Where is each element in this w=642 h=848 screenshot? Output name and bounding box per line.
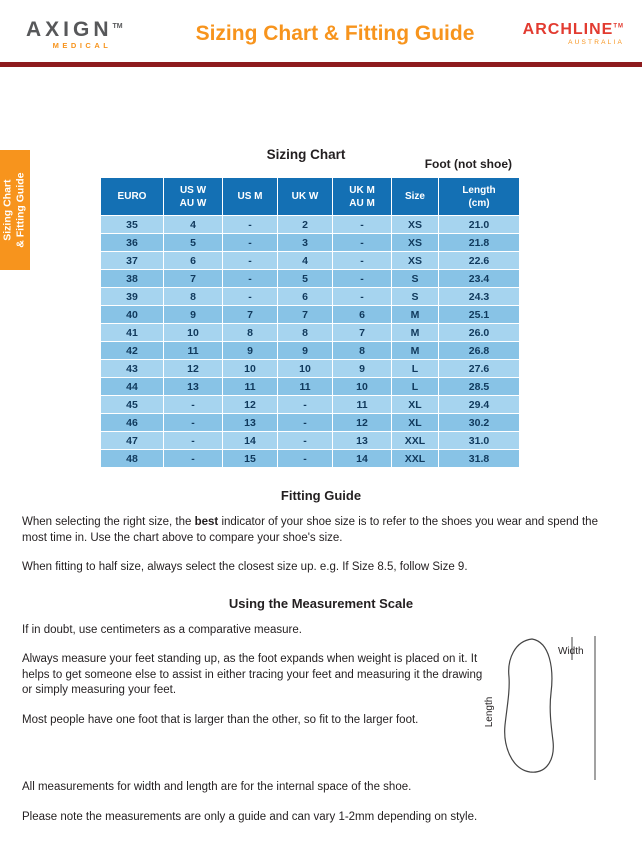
table-cell: 9 xyxy=(278,342,333,360)
table-row xyxy=(101,378,520,396)
table-cell: 9 xyxy=(164,306,223,324)
table-cell: 26.0 xyxy=(439,324,520,342)
table-cell: 14 xyxy=(333,450,392,468)
table-cell: - xyxy=(223,216,278,234)
side-tab-line1: Sizing Chart xyxy=(1,179,14,241)
table-cell: 5 xyxy=(164,234,223,252)
table-cell: 27.6 xyxy=(439,360,520,378)
table-cell: - xyxy=(164,414,223,432)
foot-outline xyxy=(505,639,554,772)
header-cell: Size xyxy=(392,178,439,216)
table-cell: 12 xyxy=(164,360,223,378)
table-cell: 35 xyxy=(101,216,164,234)
table-row xyxy=(101,450,520,468)
table-cell: 6 xyxy=(278,288,333,306)
table-row xyxy=(101,270,520,288)
table-cell: S xyxy=(392,270,439,288)
axign-logo xyxy=(26,19,178,50)
table-cell: - xyxy=(164,450,223,468)
table-cell: 42 xyxy=(101,342,164,360)
table-cell: 10 xyxy=(223,360,278,378)
fitting-guide-section xyxy=(22,488,620,576)
paragraph-text: indicator of your shoe size is to refer to the shoes you wear and spend the most time in. Use the chart above to compare your shoe's size. xyxy=(22,516,598,544)
archline-logo xyxy=(492,22,624,46)
table-cell: 11 xyxy=(278,378,333,396)
sizing-chart-table xyxy=(100,177,520,468)
table-cell: 9 xyxy=(333,360,392,378)
header-cell: Length (cm) xyxy=(439,178,520,216)
table-cell: - xyxy=(278,396,333,414)
table-body xyxy=(101,216,520,468)
table-cell: 8 xyxy=(164,288,223,306)
table-cell: M xyxy=(392,342,439,360)
table-cell: 6 xyxy=(333,306,392,324)
table-cell: 13 xyxy=(333,432,392,450)
header-divider xyxy=(0,62,642,67)
table-cell: - xyxy=(164,396,223,414)
table-cell: - xyxy=(223,252,278,270)
table-cell: 7 xyxy=(223,306,278,324)
table-cell: 8 xyxy=(278,324,333,342)
table-cell: 36 xyxy=(101,234,164,252)
table-cell: 15 xyxy=(223,450,278,468)
measurement-scale-section xyxy=(22,596,620,826)
table-cell: 28.5 xyxy=(439,378,520,396)
header-row xyxy=(101,178,520,216)
table-cell: 26.8 xyxy=(439,342,520,360)
table-row xyxy=(101,360,520,378)
archline-logo-subtext: AUSTRALIA xyxy=(568,39,624,46)
table-row xyxy=(101,252,520,270)
axign-trademark: TM xyxy=(112,22,123,30)
side-tab-line2: & Fitting Guide xyxy=(15,172,27,248)
table-row xyxy=(101,234,520,252)
table-cell: 31.0 xyxy=(439,432,520,450)
table-cell: 25.1 xyxy=(439,306,520,324)
measurement-paragraph-4: All measurements for width and length are for the internal space of the shoe. xyxy=(22,781,412,794)
fitting-guide-title: Fitting Guide xyxy=(280,488,362,503)
table-cell: 41 xyxy=(101,324,164,342)
measurement-paragraph-5: Please note the measurements are only a guide and can vary 1-2mm depending on style. xyxy=(22,810,478,823)
table-cell: - xyxy=(223,288,278,306)
table-cell: 37 xyxy=(101,252,164,270)
table-header xyxy=(101,178,520,216)
table-cell: - xyxy=(164,432,223,450)
table-cell: 39 xyxy=(101,288,164,306)
table-cell: XL xyxy=(392,414,439,432)
table-cell: XXL xyxy=(392,450,439,468)
table-cell: - xyxy=(333,234,392,252)
archline-logo-text: ARCHLINE xyxy=(522,21,614,38)
table-cell: - xyxy=(333,216,392,234)
table-cell: 29.4 xyxy=(439,396,520,414)
table-cell: L xyxy=(392,378,439,396)
header-cell: US M xyxy=(223,178,278,216)
table-cell: 10 xyxy=(278,360,333,378)
table-cell: 43 xyxy=(101,360,164,378)
table-cell: - xyxy=(333,270,392,288)
width-label: Width xyxy=(558,645,584,657)
table-cell: 45 xyxy=(101,396,164,414)
table-cell: L xyxy=(392,360,439,378)
table-cell: 8 xyxy=(223,324,278,342)
axign-logo-subtext: MEDICAL xyxy=(52,40,112,50)
sizing-chart-section xyxy=(22,147,620,468)
table-cell: 48 xyxy=(101,450,164,468)
header-cell: UK M AU M xyxy=(333,178,392,216)
table-cell: 8 xyxy=(333,342,392,360)
table-cell: - xyxy=(278,432,333,450)
table-row xyxy=(101,414,520,432)
measurement-paragraph-3: Most people have one foot that is larger than the other, so fit to the larger foot. xyxy=(22,713,419,726)
table-cell: 38 xyxy=(101,270,164,288)
table-cell: - xyxy=(333,252,392,270)
foot-measurement-diagram xyxy=(484,632,602,784)
archline-logo-name xyxy=(492,22,624,38)
table-cell: 12 xyxy=(333,414,392,432)
table-cell: - xyxy=(278,414,333,432)
table-cell: 2 xyxy=(278,216,333,234)
table-cell: - xyxy=(223,234,278,252)
table-cell: 14 xyxy=(223,432,278,450)
table-cell: 7 xyxy=(164,270,223,288)
measurement-paragraph-2: Always measure your feet standing up, as the foot expands when weight is placed on it. It helps to get someone else to assist in either tracing your feet and measuring it the drawing or simply measuring your feet. xyxy=(22,653,483,697)
table-cell: 10 xyxy=(333,378,392,396)
table-cell: S xyxy=(392,288,439,306)
table-cell: 13 xyxy=(223,414,278,432)
table-cell: 6 xyxy=(164,252,223,270)
length-label: Length xyxy=(484,696,495,727)
table-row xyxy=(101,306,520,324)
page-title: Sizing Chart & Fitting Guide xyxy=(195,22,475,45)
table-cell: 44 xyxy=(101,378,164,396)
table-cell: 46 xyxy=(101,414,164,432)
measurement-scale-title: Using the Measurement Scale xyxy=(228,595,414,611)
table-cell: XXL xyxy=(392,432,439,450)
page-header xyxy=(0,0,642,62)
table-cell: 3 xyxy=(278,234,333,252)
fitting-guide-paragraph-1 xyxy=(22,515,620,546)
sizing-chart-title: Sizing Chart xyxy=(266,147,346,162)
table-cell: 4 xyxy=(278,252,333,270)
table-row xyxy=(101,396,520,414)
table-cell: 21.8 xyxy=(439,234,520,252)
table-cell: 7 xyxy=(278,306,333,324)
table-cell: XS xyxy=(392,216,439,234)
fitting-guide-paragraph-2: When fitting to half size, always select the closest size up. e.g. If Size 8.5, follow Size 9. xyxy=(22,561,468,574)
table-cell: 9 xyxy=(223,342,278,360)
foot-diagram-svg xyxy=(484,632,602,784)
table-cell: 11 xyxy=(223,378,278,396)
measurement-paragraph-1: If in doubt, use centimeters as a comparative measure. xyxy=(22,623,302,636)
archline-trademark: TM xyxy=(613,23,624,30)
table-cell: 10 xyxy=(164,324,223,342)
table-row xyxy=(101,432,520,450)
table-cell: M xyxy=(392,306,439,324)
table-cell: 47 xyxy=(101,432,164,450)
table-cell: 23.4 xyxy=(439,270,520,288)
table-cell: 40 xyxy=(101,306,164,324)
table-cell: M xyxy=(392,324,439,342)
table-row xyxy=(101,288,520,306)
table-row xyxy=(101,216,520,234)
table-cell: - xyxy=(278,450,333,468)
table-cell: 11 xyxy=(164,342,223,360)
table-cell: XS xyxy=(392,252,439,270)
sizing-chart-header xyxy=(100,147,512,169)
table-row xyxy=(101,324,520,342)
table-cell: 21.0 xyxy=(439,216,520,234)
table-cell: XS xyxy=(392,234,439,252)
paragraph-bold-text: best xyxy=(194,516,219,528)
axign-logo-name xyxy=(26,19,178,40)
table-cell: 12 xyxy=(223,396,278,414)
paragraph-text: When selecting the right size, the xyxy=(22,516,195,528)
table-row xyxy=(101,342,520,360)
table-cell: - xyxy=(333,288,392,306)
header-cell: US W AU W xyxy=(164,178,223,216)
table-cell: XL xyxy=(392,396,439,414)
foot-not-shoe-note: Foot (not shoe) xyxy=(424,157,512,171)
table-cell: 13 xyxy=(164,378,223,396)
table-cell: - xyxy=(223,270,278,288)
table-cell: 31.8 xyxy=(439,450,520,468)
table-cell: 4 xyxy=(164,216,223,234)
table-cell: 5 xyxy=(278,270,333,288)
table-cell: 11 xyxy=(333,396,392,414)
table-cell: 22.6 xyxy=(439,252,520,270)
header-cell: UK W xyxy=(278,178,333,216)
table-cell: 24.3 xyxy=(439,288,520,306)
table-cell: 7 xyxy=(333,324,392,342)
axign-logo-text: AXIGN xyxy=(26,17,113,41)
header-cell: EURO xyxy=(101,178,164,216)
table-cell: 30.2 xyxy=(439,414,520,432)
